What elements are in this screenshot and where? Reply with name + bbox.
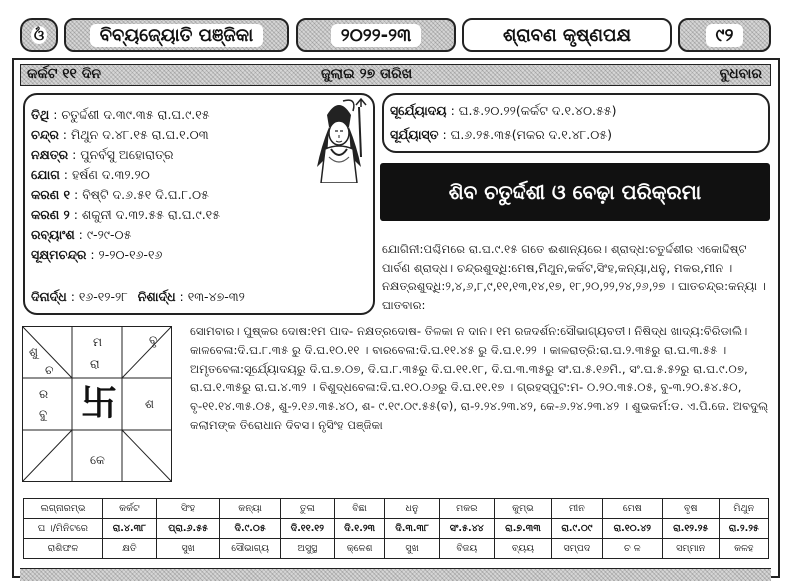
kundali-house-12: ବୃ [149,333,158,347]
logo-badge [20,18,58,52]
kundali-house-10: ଶ [145,397,154,411]
om-icon: ଓଁ [31,26,47,44]
lagna-cell: ତୁଳା [280,499,334,519]
lagna-header-row [24,499,769,519]
lagna-cell: ମେଷ [602,499,662,519]
lagna-cell: ସଂ.୫.୪୪ [439,519,494,539]
lagna-table [23,498,769,559]
panchanga-box [23,93,375,315]
lagna-cell: ରାଶିଫଳ [24,539,103,559]
panchanga-line [31,205,220,225]
lagna-cell: ଦି.୧୧.୧୨ [280,519,334,539]
year-label: ୨୦୨୨-୨୩ [296,18,456,52]
festival-banner [380,163,770,221]
lagna-cell: ରା.୯.୦୯ [552,519,603,539]
lagna-cell: କର୍କଟ [102,499,156,519]
panchanga-value: : ହର୍ଷଣ ଦ.୩୨.୨୦ [59,167,150,182]
panchanga-label: ରବ୍ୟାଂଶ [31,227,75,242]
panchanga-value: : ବିଷ୍ଟି ଦ.୬.୫୧ ଦି.ଘ.୮.୦୫ [70,187,209,202]
lagna-cell: ସମ୍ମାନ [662,539,719,559]
panchanga-list [31,105,220,265]
weekday: ବୁଧବାର [719,66,762,82]
shiva-illustration [307,97,371,183]
kundali-house-1b: ରା [90,357,100,371]
paksha-label: ଶ୍ରାବଣ କୃଷ୍ଣପକ୍ଷ [462,18,672,52]
kundali-house-7: କେ [90,453,105,467]
panchanga-value: : ଶକୁନୀ ଦ.୩୨.୫୫ ରା.ଘ.୯.୧୫ [69,207,220,222]
panchanga-value: : ଚତୁର୍ଦ୍ଦଶୀ ଦ.୩୯.୩୫ ରା.ଘ.୯.୧୫ [49,107,210,122]
lagna-cell: ସିଂହ [156,499,220,519]
panchanga-value: : ୯-୨୯-୦୫ [74,227,132,242]
lagna-cell: ରା.୨.୨୫ [719,519,768,539]
lagna-cell: ସୁଖ [156,539,220,559]
lagna-cell: ସୁଖ [385,539,440,559]
lagna-cell: କୁମ୍ଭ [494,499,551,519]
panchanga-value: : ମିଥୁନ ଦ.୪୮.୧୫ ରା.ଘ.୧.୦୩ [58,127,209,142]
date-bar [20,64,771,86]
lagna-cell: ଧନୁ [385,499,440,519]
kundali-house-2: ଶୁ [29,345,38,359]
lagna-cell: କ୍ଳେଶ [334,539,384,559]
lagna-cell: ବିଜୟ [439,539,494,559]
panchanga-line [31,245,220,265]
lagna-cell: ମିଥୁନ [719,499,768,519]
lagna-cell: ସୌଭାଗ୍ୟ [220,539,280,559]
lagna-cell: ରା.୪.୩୮ [102,519,156,539]
panchanga-value: : ପୁନର୍ବସୁ ଅହୋରାତ୍ର [68,147,174,162]
page-number: ୯୨ [678,18,771,52]
panchanga-line [31,225,220,245]
sunrise-line: ସୂର୍ଯ୍ୟୋଦୟ : ଘ.୫.୨୦.୨୨(କର୍କଟ ଦ.୧.୪୦.୫୫) [390,103,617,118]
lagna-cell: ଦି.୩.୩୮ [385,519,440,539]
lagna-cell: ରା.୭.୩୩ [494,519,551,539]
panchanga-label: ତିଥି [31,107,50,122]
lagna-cell: ମୀନ [552,499,603,519]
panchanga-label: କରଣ ୧ [31,187,71,202]
lagna-cell: ଅସୁସ୍ଥ [280,539,334,559]
details-paragraph: ସୋମବାର। ପୁଷ୍କର ଦୋଷ:୧ମ ପାଦ- ନକ୍ଷତ୍ରଦୋଷ- ତିଳକା ନ ଦାନ। ୧ମ ରଜଦର୍ଶନ:ସୌଭାଗ୍ୟବତୀ। ନିଷିଦ୍ଧ ଖାଦ୍ୟ:ବିରିଡାଲି। କାଳବେଳା:ଦି.ଘ.୮.୩୫ ରୁ ଦି.ଘ.୧୦.୧୧ । ବାରବେଳା:ଦି.ଘ.୧୧.୪୫ ରୁ ଦି.ଘ.୧.୨୨ । କାଳରାତ୍ରି:ରା.ଘ.୨.୩୫ରୁ ରା.ଘ.୩.୫୫ । ଅମୃତବେଳା:ସୂର୍ଯ୍ୟୋଦୟରୁ ଦି.ଘ.୭.୦୭, ଦି.ଘ.୮.୩୫ରୁ ଦି.ଘ.୧୧.୧୮, ଦି.ଘ.୩.୩୫ରୁ ସଂ.ଘ.୫.୧୬ମି., ସଂ.ଘ.୫.୫୨ରୁ ରା.ଘ.୯.୦୭, ରା.ଘ.୧.୩୫ରୁ ରା.ଘ.୪.୩୨ । ବିଶୁଦ୍ଧବେଳା:ଦି.ଘ.୧୦.୦୬ରୁ ଦି.ଘ.୧୧.୧୭ । ଗ୍ରହସ୍ପୁଟ:ମ- ୦.୨୦.୩୫.୦୫, ବୁ-୩.୨୦.୫୪.୫୦, ବୃ-୧୧.୧୪.୩୫.୦୫, ଶୁ-୨.୧୬.୩୫.୪୦, ଶ- ୯.୧୯.୦୯.୫୫(ବ), ରା-୨.୨୪.୨୩.୪୨, କେ-୬.୨୪.୨୩.୪୨ । ଶୁଭକର୍ମ:ଡ. ଏ.ପି.ଜେ. ଅବଦୁଲ୍ କଲାମଙ୍କ ତିରୋଧାନ ଦିବସ। ନୃସିଂହ ପଞ୍ଜିକା [190,324,769,432]
panchanga-label: କରଣ ୨ [31,207,70,222]
solar-day: କର୍କଟ ୧୧ ଦିନ [27,66,102,82]
almanac-title: ବିବ୍ୟଜ୍ୟୋତି ପଞ୍ଜିକା [64,18,289,52]
panchanga-line [31,105,220,125]
lagna-cell: ରା.୧୨.୨୫ [662,519,719,539]
lagna-cell: କଳହ [719,539,768,559]
kundali-house-4b: ବୁ [39,407,48,421]
panchanga-label: ଚନ୍ଦ୍ର [31,127,59,142]
panchanga-line [31,125,220,145]
gregorian-date: ଜୁଲାଇ ୨୭ ତାରିଖ [321,66,413,82]
lagna-result-row [24,539,769,559]
lagna-cell: ଘ ।/ମିନିଟରେ [24,519,103,539]
lagna-cell: ସମ୍ପଦ [552,539,603,559]
panchanga-label: ସୂକ୍ଷ୍ମଚନ୍ଦ୍ର [31,247,87,262]
yogini-paragraph: ଯୋଗିନୀ:ପଶ୍ଚିମରେ ରା.ଘ.୯.୧୫ ଗତେ ଈଶାନ୍ୟରେ। ଶ୍ରାଦ୍ଧ:ଚତୁର୍ଦ୍ଦଶୀର ଏକୋଦ୍ଦିଷ୍ଟ ପାର୍ବଣ ଶ୍ରାଦ୍ଧ। ଚନ୍ଦ୍ରଶୁଦ୍ଧି:ମେଷ,ମିଥୁନ,କର୍କଟ,ସିଂହ,କନ୍ୟା,ଧନୁ, ମକର,ମୀନ । ନକ୍ଷତ୍ରଶୁଦ୍ଧି:୨,୪,୬,୮,୯,୧୧,୧୩,୧୪,୧୭, ୧୮,୨୦,୨୨,୨୪,୨୬,୨୭ । ଘାତଚନ୍ଦ୍ର:କନ୍ୟା । ଘାତବାର: [382,242,767,312]
lagna-cell: ଚ ଳ [602,539,662,559]
dinardha-line: ଦିନାର୍ଦ୍ଧ : ୧୬-୧୨-୨୮ ନିଶାର୍ଦ୍ଧ : ୧୩-୪୭-୩୨ [31,289,245,304]
lagna-cell: କ୍ଷତି [102,539,156,559]
lagna-cell: ବୃଷ [662,499,719,519]
panchanga-label: ଯୋଗ [31,167,60,182]
panchanga-label: ନକ୍ଷତ୍ର [31,147,69,162]
panchanga-line [31,185,220,205]
kundali-house-4: ର [39,387,49,401]
panchanga-line [31,145,220,165]
kundali-chart [22,326,172,482]
festival-title: ଶିବ ଚତୁର୍ଦ୍ଦଶୀ ଓ ବେଢ଼ା ପରିକ୍ରମା [448,180,702,204]
lagna-cell: ମକର [439,499,494,519]
sunset-line: ସୂର୍ଯ୍ୟାସ୍ତ : ଘ.୬.୨୫.୩୫(ମକର ଦ.୧.୪୮.୦୫) [390,127,612,142]
lagna-cell: ଦି.୯.୦୫ [220,519,280,539]
lagna-cell: ଦି.୧.୨୩ [334,519,384,539]
kundali-house-2b: ଚ [45,363,54,377]
lagna-cell: ରା.୧୦.୪୨ [602,519,662,539]
lagna-cell: ବ୍ୟୟ [494,539,551,559]
sunrise-box [382,93,770,153]
lagna-cell: ଲଗ୍ନାରମ୍ଭ [24,499,103,519]
lagna-cell: ପ୍ରା.୬.୫୫ [156,519,220,539]
swastika-symbol: 卐 [81,383,118,424]
lagna-cell: କନ୍ୟା [220,499,280,519]
lagna-time-row [24,519,769,539]
panchanga-line [31,165,220,185]
panchanga-value: : ୨-୨୦-୧୬-୧୬ [86,247,163,262]
kundali-house-1: ମ [93,335,102,349]
footer-strip [20,568,771,581]
lagna-cell: ବିଛା [334,499,384,519]
